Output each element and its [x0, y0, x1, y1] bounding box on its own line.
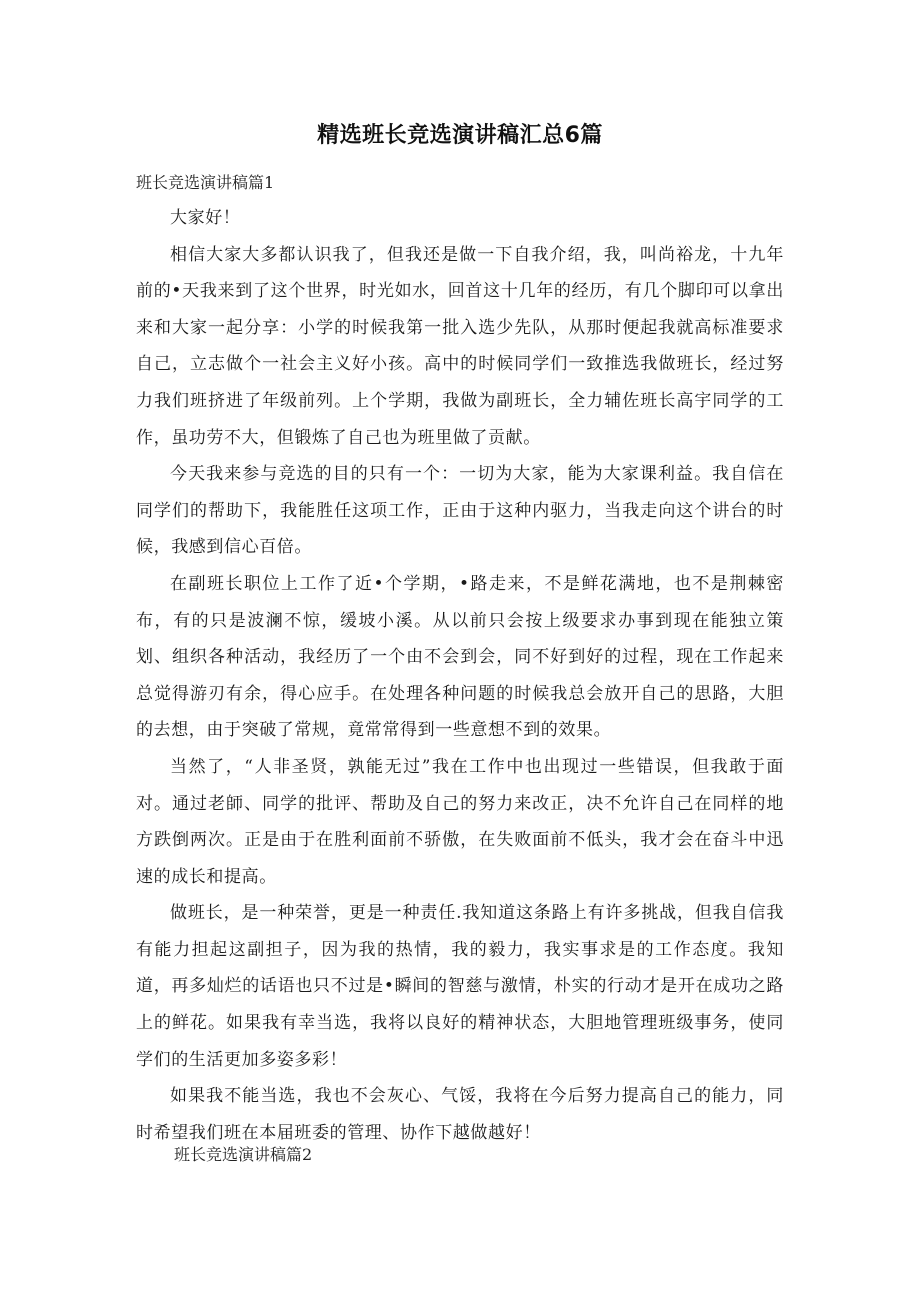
paragraph-closing: 如果我不能当选，我也不会灰心、气馁，我将在今后努力提高自己的能力，同时希望我们班在本届班委的管理、协作下越做越好！: [136, 1086, 784, 1143]
section-heading-1: 班长竞选演讲稿篇1: [136, 173, 275, 192]
section-heading-2: 班长竞选演讲稿篇2: [174, 1145, 313, 1164]
paragraph-responsibility: 做班长，是一种荣誉，更是一种责任.我知道这条路上有许多挑战，但我自信我有能力担起这副担子，因为我的热情，我的毅力，我实事求是的工作态度。我知道，再多灿烂的话语也只不过是•瞬间的智慈与激情，朴实的行动才是开在成功之路上的鲜花。如果我有幸当选，我将以良好的精神状态，大胆地管理班级事务，使同学们的生活更加多姿多彩！: [136, 903, 784, 1070]
document-title: 精选班长竞选演讲稿汇总6篇: [317, 123, 603, 148]
paragraph-experience: 在副班长职位上工作了近•个学期，•路走来，不是鲜花满地，也不是荆棘密布，有的只是波澜不惊，缓坡小溪。从以前只会按上级要求办事到现在能独立策划、组织各种活动，我经历了一个由不会到会，同不好到好的过程，现在工作起来总觉得游刃有余，得心应手。在处理各种问题的时候我总会放开自己的思路，大胆的去想，由于突破了常规，竟常常得到一些意想不到的效果。: [136, 573, 784, 741]
paragraph-purpose: 今天我来参与竞选的目的只有一个：一切为大家，能为大家课利益。我自信在同学们的帮助下，我能胜任这项工作，正由于这种内驱力，当我走向这个讲台的时候，我感到信心百倍。: [136, 464, 784, 558]
paragraph-greeting: 大家好！: [170, 208, 241, 228]
document-body: [136, 200, 784, 1151]
paragraph-introduction: 相信大家大多都认识我了，但我还是做一下自我介绍，我，叫尚裕龙，十九年前的•天我来到了这个世界，时光如水，回首这十几年的经历，有几个脚印可以拿出来和大家一起分享：小学的时候我第一批入选少先队，从那时便起我就高标准要求自己，立志做个一社会主义好小孩。高中的时候同学们一致推选我做班长，经过努力我们班挤进了年级前列。上个学期，我做为副班长，全力辅佐班长高宇同学的工作，虽功劳不大，但锻炼了自己也为班里做了贡献。: [136, 244, 784, 448]
paragraph-mistakes: 当然了，“人非圣贤，孰能无过”我在工作中也出现过一些错误，但我敢于面对。通过老師、同学的批评、帮助及自己的努力来改正，决不允许自己在同样的地方跌倒两次。正是由于在胜利面前不骄傲，在失败面前不低头，我才会在奋斗中迅速的成长和提高。: [136, 756, 784, 887]
